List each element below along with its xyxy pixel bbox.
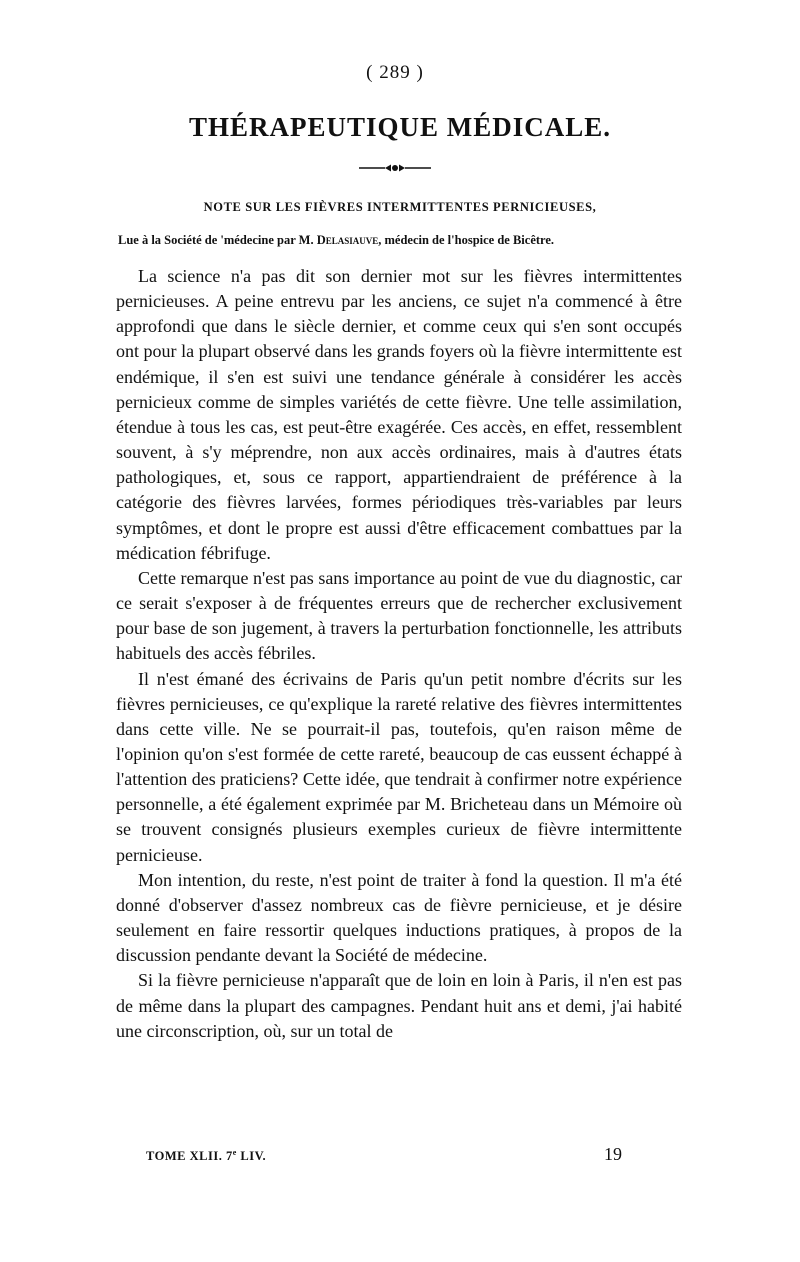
footer-signature-sup: e (232, 1148, 237, 1157)
page-number: ( 289 ) (366, 62, 424, 83)
footer-signature-text: TOME XLII. 7 (146, 1149, 233, 1164)
byline-suffix: , médecin de l'hospice de Bicêtre. (378, 233, 555, 247)
paragraph-2: Cette remarque n'est pas sans importance au point de vue du diagnostic, car ce serait s'exposer à de fréquentes erreurs que de rechercher exclusivement pour base de son jugement, à travers la perturbation fonctionnelle, les attributs habituels des accès fébriles. (116, 567, 682, 664)
footer-signature-end: LIV. (236, 1149, 267, 1164)
article-body (116, 264, 682, 1044)
footer-signature (146, 1148, 266, 1164)
byline-prefix: Lue à la Société de 'médecine par M. (118, 233, 317, 247)
article-title: NOTE SUR LES FIÈVRES INTERMITTENTES PERNICIEUSES, (203, 200, 597, 214)
ornament-divider (355, 162, 435, 174)
byline-author: Delasiauve (316, 233, 379, 247)
paragraph-5: Si la fièvre pernicieuse n'apparaît que de loin en loin à Paris, il n'en est pas de même dans la plupart des campagnes. Pendant huit ans et demi, j'ai habité une circonscription, où, sur un total de (116, 970, 682, 1041)
paragraph-3: Il n'est émané des écrivains de Paris qu'un petit nombre d'écrits sur les fièvres pernicieuses, ce qu'explique la rareté relative des fièvres intermittentes dans cette ville. Ne se pourrait-il pas, toutefois, qu'en raison même de l'opinion qu'on s'est formée de cette rareté, beaucoup de cas eussent échappé à l'attention des praticiens? Cette idée, que tendrait à confirmer notre expérience personnelle, a été également exprimée par M. Bricheteau dans un Mémoire où se trouvent consignés plusieurs exemples curieux de fièvre intermittente pernicieuse. (116, 668, 682, 865)
paragraph-1: La science n'a pas dit son dernier mot sur les fièvres intermittentes pernicieuses. A peine entrevu par les anciens, ce sujet n'a commencé à être approfondi que dans le siècle dernier, et comme ceux qui s'en sont occupés ont pour la plupart observé dans les grands foyers où la fièvre intermittente est endémique, il s'en est suivi une tendance générale à considérer les accès pernicieux comme de simples variétés de cette fièvre. Une telle assimilation, étendue à tous les cas, est peut-être exagérée. Ces accès, en effet, ressemblent souvent, à s'y méprendre, non aux accès ordinaires, mais à d'autres états pathologiques, et, sous ce rapport, appartiendraient de préférence à la catégorie des fièvres larvées, formes périodiques très-variables par leurs symptômes, et dont le propre est aussi d'être efficacement combattues par la médication fébrifuge. (116, 266, 682, 563)
paragraph-4: Mon intention, du reste, n'est point de traiter à fond la question. Il m'a été donné d'observer d'assez nombreux cas de fièvre pernicieuse, et je désire seulement en faire ressortir quelques inductions pratiques, à propos de la discussion pendante devant la Société de médecine. (116, 869, 682, 966)
section-title: THÉRAPEUTIQUE MÉDICALE. (188, 112, 612, 142)
footer-sheet-number: 19 (604, 1144, 622, 1164)
article-byline (118, 233, 688, 248)
